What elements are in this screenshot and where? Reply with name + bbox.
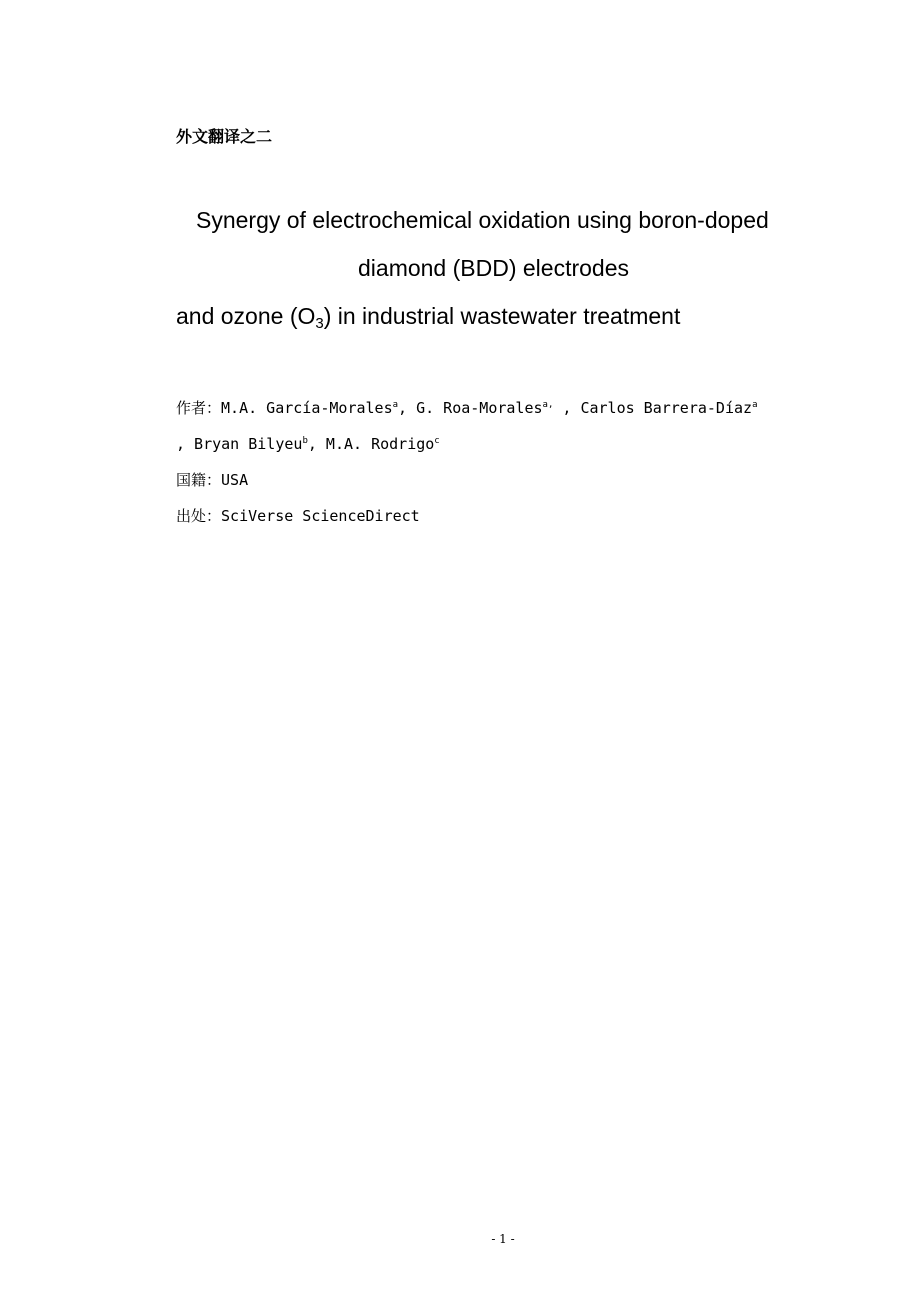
author-2-affiliation: a, [542,400,554,410]
author-3-affiliation: a [752,400,758,410]
author-4-affiliation: b [302,436,308,446]
source-value: SciVerse ScienceDirect [221,507,420,525]
ozone-subscript: 3 [315,315,324,332]
title-line-3-end: ) in industrial wastewater treatment [323,303,681,329]
author-5: , M.A. Rodrigo [307,435,435,453]
authors-label: 作者： [176,399,222,417]
nationality-line [176,462,826,498]
author-4: , Bryan Bilyeu [176,435,303,453]
author-5-affiliation: c [434,436,440,446]
author-2: , G. Roa-Morales [398,399,543,417]
nationality-value: USA [221,471,249,489]
document-heading: 外文翻译之二 [176,127,273,146]
paper-title [176,196,826,340]
title-line-2: diamond (BDD) electrodes [358,255,630,281]
authors-line-2 [176,426,826,462]
author-3: , Carlos Barrera-Díaz [553,399,753,417]
source-label: 出处： [176,507,222,525]
title-line-3-start: and ozone (O [176,303,316,329]
authors-line-1 [176,390,826,426]
page-number: - 1 - [491,1232,515,1246]
title-line-3 [176,292,826,340]
title-line-1: Synergy of electrochemical oxidation using boron-doped [196,207,769,233]
source-line [176,498,826,534]
author-1: M.A. García-Morales [221,399,393,417]
author-1-affiliation: a [392,400,399,410]
article-metadata [176,390,826,534]
nationality-label: 国籍： [176,471,222,489]
